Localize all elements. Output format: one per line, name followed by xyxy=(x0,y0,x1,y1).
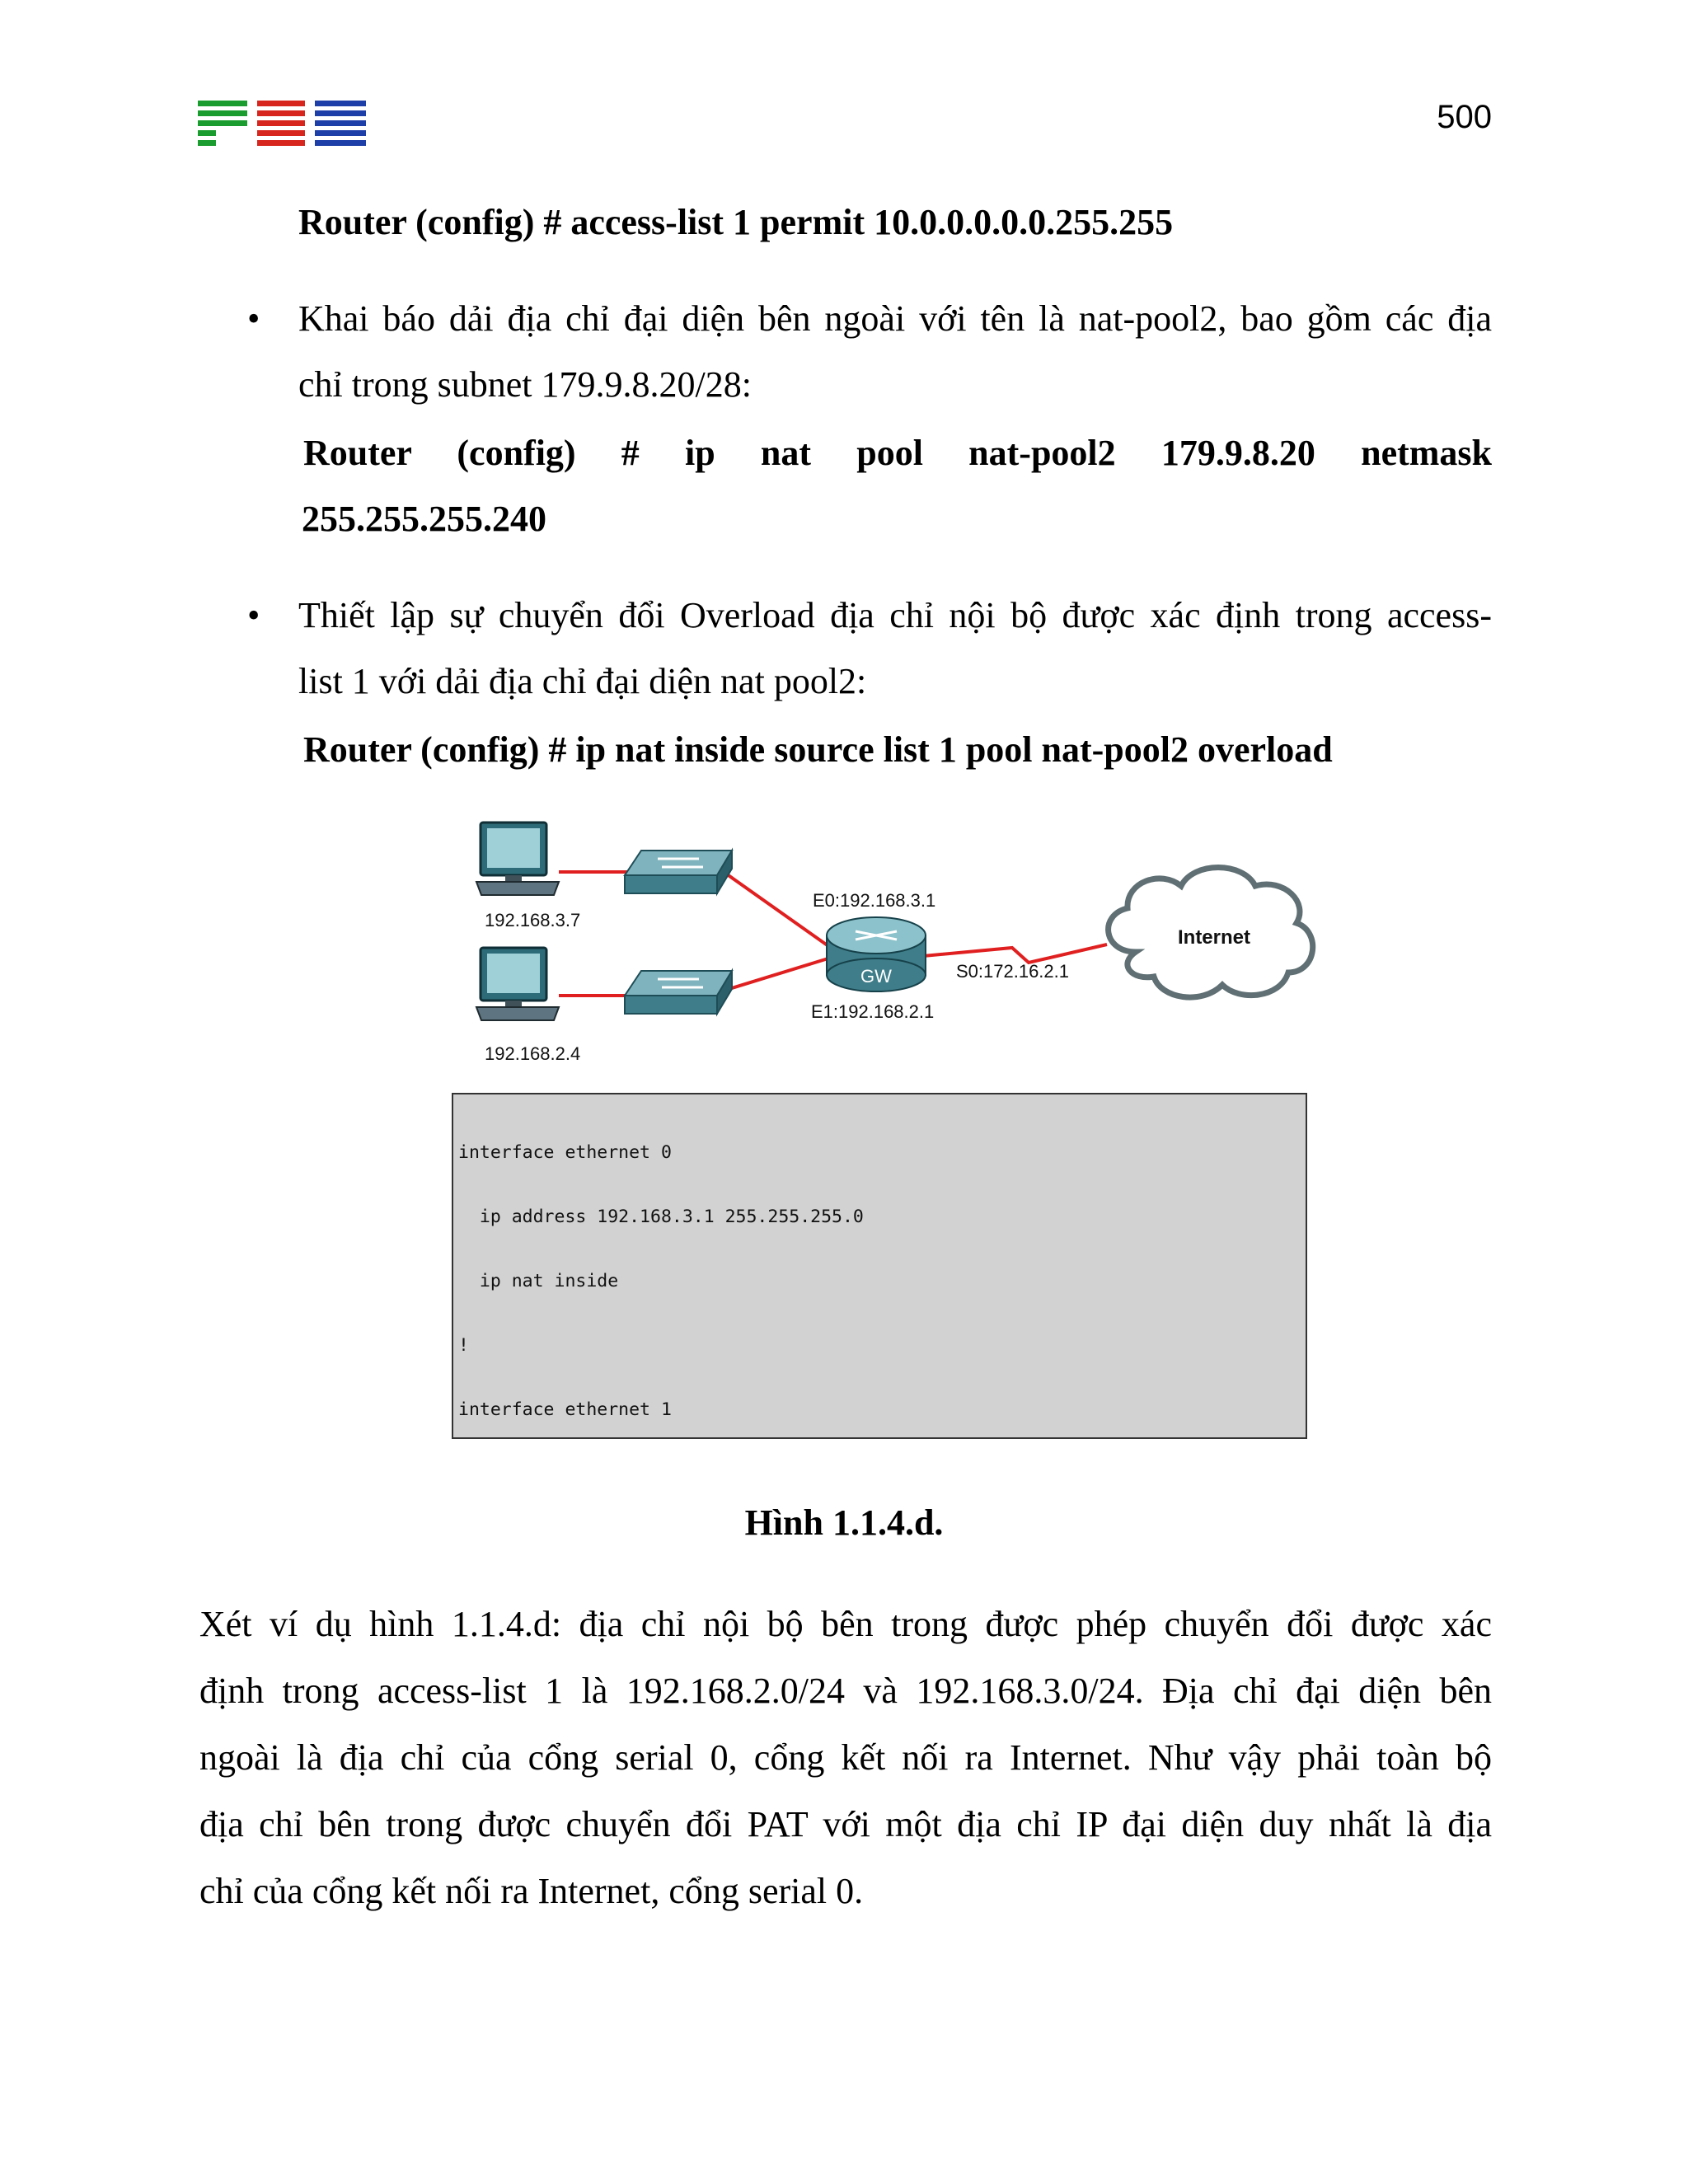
e0-interface-label: E0:192.168.3.1 xyxy=(813,890,936,911)
page-number: 500 xyxy=(1437,99,1492,135)
pc-icon xyxy=(476,948,559,1020)
host-1-ip: 192.168.3.7 xyxy=(485,910,581,930)
switch-icon xyxy=(625,851,732,893)
router-label: GW xyxy=(860,966,892,987)
link-serial-zigzag xyxy=(923,944,1107,963)
host-2-ip: 192.168.2.4 xyxy=(485,1043,581,1064)
bullet-dot: • xyxy=(247,298,260,339)
switch-icon xyxy=(625,971,732,1014)
config-line: interface ethernet 0 xyxy=(458,1142,672,1163)
pc-icon xyxy=(476,823,559,895)
bullet-1-line-1: Khai báo dải địa chỉ đại diện bên ngoài với tên là nat-pool2, bao gồm các địa xyxy=(298,298,1492,339)
command-access-list: Router (config) # access-list 1 permit 10.0.0.0.0.0.255.255 xyxy=(298,202,1174,242)
paragraph-line-1: Xét ví dụ hình 1.1.4.d: địa chỉ nội bộ bên trong được phép chuyển đổi được xác xyxy=(199,1604,1492,1644)
paragraph-line-3: ngoài là địa chỉ của cổng serial 0, cổng kết nối ra Internet. Như vậy phải toàn bộ xyxy=(199,1737,1492,1778)
bullet-1-line-2: chỉ trong subnet 179.9.8.20/28: xyxy=(298,364,752,405)
figure-caption: Hình 1.1.4.d. xyxy=(744,1502,944,1543)
network-diagram xyxy=(452,816,1358,1096)
e1-interface-label: E1:192.168.2.1 xyxy=(811,1001,935,1022)
command-nat-pool-line-2: 255.255.255.240 xyxy=(302,499,546,539)
pnh-logo xyxy=(198,101,367,147)
bullet-1-text xyxy=(298,286,1492,418)
config-line: ! xyxy=(458,1335,469,1356)
bullet-2-text xyxy=(298,583,1492,715)
link-switch2-router xyxy=(724,958,831,991)
config-line: ip nat inside xyxy=(458,1271,619,1291)
router-config-listing xyxy=(452,1093,1307,1439)
logo-letter-p xyxy=(198,101,247,146)
paragraph-line-5: chỉ của cổng kết nối ra Internet, cổng serial 0. xyxy=(199,1871,864,1911)
s0-interface-label: S0:172.16.2.1 xyxy=(956,961,1070,982)
paragraph-line-4: địa chỉ bên trong được chuyển đổi PAT với một địa chỉ IP đại diện duy nhất là địa xyxy=(199,1804,1492,1844)
body-paragraph xyxy=(199,1591,1492,1924)
command-nat-pool-line-1: Router (config) # ip nat pool nat-pool2 179.9.8.20 netmask xyxy=(303,433,1492,473)
logo-letter-h xyxy=(315,101,366,146)
bullet-2-line-1: Thiết lập sự chuyển đổi Overload địa chỉ nội bộ được xác định trong access- xyxy=(298,595,1492,635)
config-line: ip address 192.168.3.1 255.255.255.0 xyxy=(458,1207,864,1227)
cloud-label: Internet xyxy=(1177,926,1251,949)
bullet-2-line-2: list 1 với dải địa chỉ đại diện nat pool2: xyxy=(298,661,867,701)
command-nat-overload: Router (config) # ip nat inside source list 1 pool nat-pool2 overload xyxy=(303,729,1333,770)
logo-letter-n xyxy=(257,101,305,146)
bullet-dot: • xyxy=(247,595,260,635)
config-line: interface ethernet 1 xyxy=(458,1399,672,1420)
paragraph-line-2: định trong access-list 1 là 192.168.2.0/24 và 192.168.3.0/24. Địa chỉ đại diện bên xyxy=(199,1671,1492,1711)
